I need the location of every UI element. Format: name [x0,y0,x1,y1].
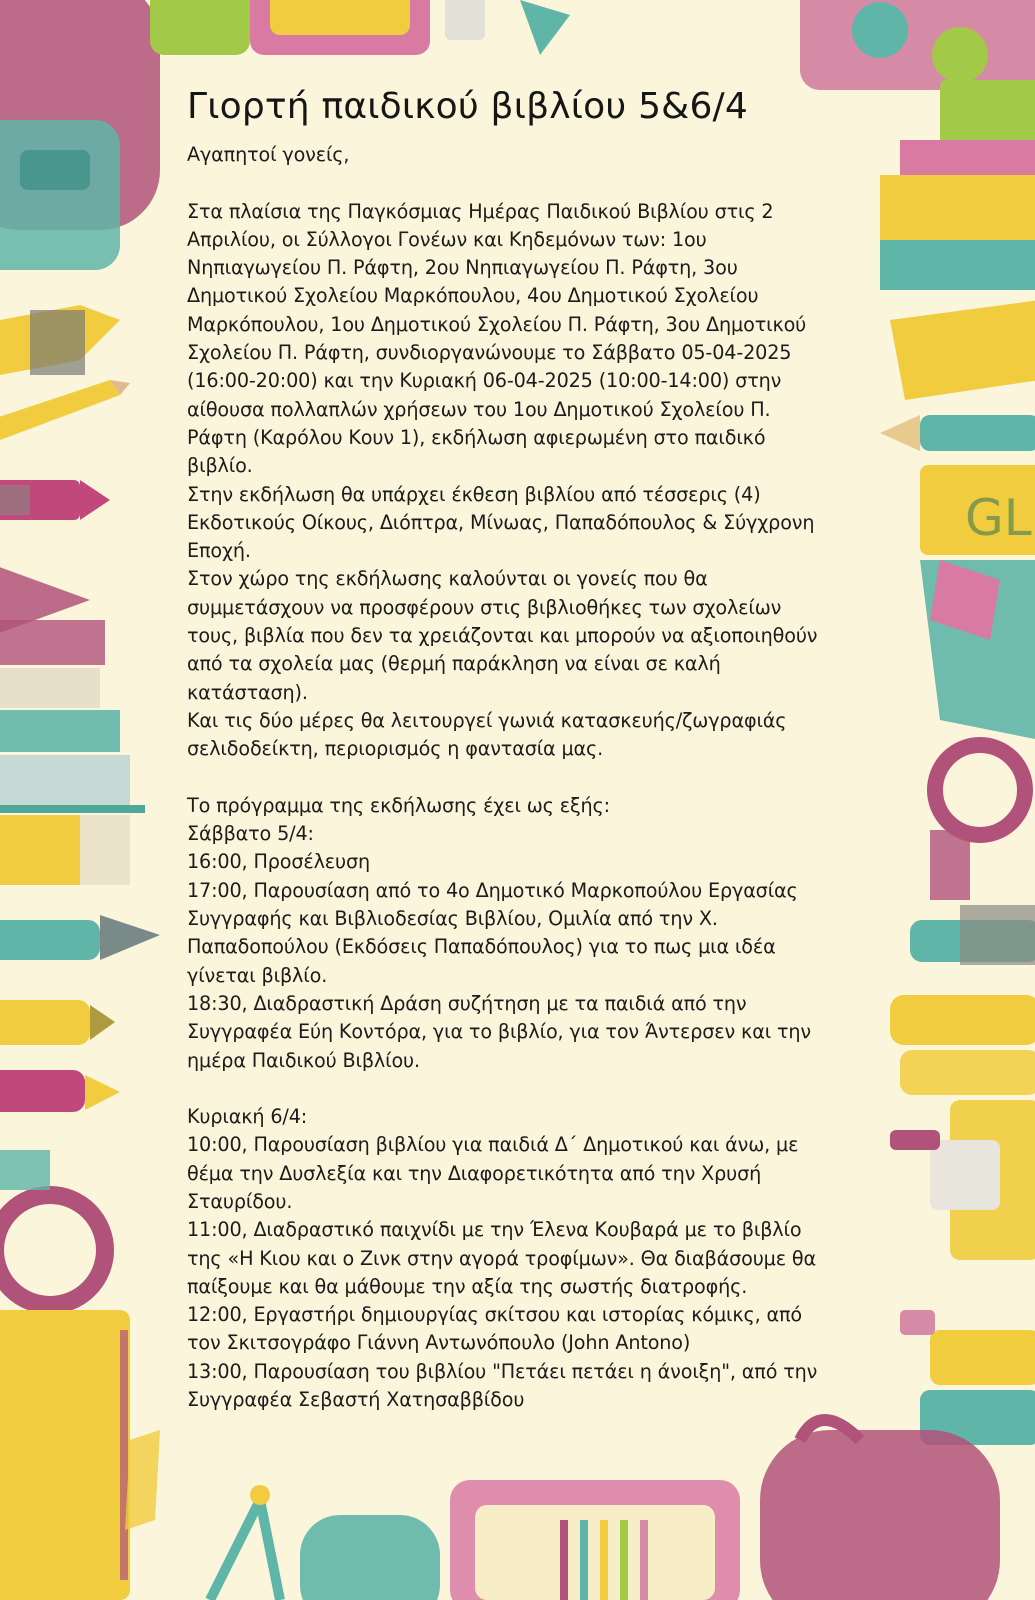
pencil-pot-illustration-right [920,560,1035,740]
pencil-case-illustration-top [250,0,430,55]
ruler-illustration-right [890,300,1035,400]
book-stack-illustration-right [880,80,1035,290]
backpack-illustration-bottom [760,1420,1000,1600]
scissors-illustration-right [930,745,1025,900]
glue-tube-illustration-right [920,465,1035,555]
pen-illustration-right [880,415,1035,451]
crayon-illustration-left [0,480,110,520]
compass-illustration-bottom [210,1485,280,1600]
eraser-illustration-top [150,0,250,55]
glue-label: GL [965,489,1032,547]
scissors-illustration-left [0,1150,105,1305]
notebook-illustration-left [0,1310,160,1600]
page-title: Γιορτή παιδικού βιβλίου 5&6/4 [187,86,748,127]
letter-body: Αγαπητοί γονείς, Στα πλαίσια της Παγκόσμιας Ημέρας Παιδικού Βιβλίου στις 2 Απριλίου, οι Σύλλογοι Γονέων και Κηδεμόνων των: 1ου Νηπιαγωγείου Π. Ράφτη, 2ου Νηπιαγωγείου Π. Ράφτη, 3ου Δημοτικού Σχολείου Μαρκόπουλου, 4ου Δημοτικού Σχολείου Μαρκόπουλου, 1ου Δημοτικού Σχολείου Π. Ράφτη, 3ου Δημοτικού Σχολείου Π. Ράφτη, συνδιοργανώνουμε το Σάββατο 05-04-2025 (16:00-20:00) και την Κυριακή 06-04-2025 (10:00-14:00) στην αίθουσα πολλαπλών χρήσεων του 1ου Δημοτικού Σχολείου Π. Ράφτη (Καρόλου Κουν 1), εκδήλωση αφιερωμένη στο παιδικό βιβλίο. Στην εκδήλωση θα υπάρχει έκθεση βιβλίου από τέσσερις (4) Εκδοτικούς Οίκους, Διόπτρα, Μίνωας, Παπαδόπουλος & Σύγχρονη Εποχή. Στον χώρο της εκδήλωσης καλούνται οι γονείς που θα συμμετάσχουν να προσφέρουν στις βιβλιοθήκες των σχολείων τους, βιβλία που δεν τα χρειάζονται και μπορούν να αξιοποιηθούν από τα σχολεία μας (θερμή παράκληση να είναι σε καλή κατάσταση). Και τις δύο μέρες θα λειτουργεί γωνιά κατασκευής/ζωγραφιάς σελιδοδείκτη, περιορισμός η φαντασία μας. Το πρόγραμμα της εκδήλωσης έχει ως εξής: Σάββατο 5/4: 16:00, Προσέλευση 17:00, Παρουσίαση από το 4ο Δημοτικό Μαρκοπούλου Εργασίας Συγγραφής και Βιβλιοδεσίας Βιβλίου, Ομιλία από την Χ. Παπαδοπούλου (Εκδόσεις Παπαδόπουλος) για το πως μια ιδέα γίνεται βιβλίο. 18:30, Διαδραστική Δράση συζήτηση με τα παιδιά από την Συγγραφέα Εύη Κοντόρα, για το βιβλίο, για τον Άντερσεν και την ημέρα Παιδικού Βιβλίου. Κυριακή 6/4: 10:00, Παρουσίαση βιβλίου για παιδιά Δ΄ Δημοτικού και άνω, με θέμα την Δυσλεξία και την Διαφορετικότητα από την Χρυσή Σταυρίδου. 11:00, Διαδραστικό παιχνίδι με την Έλενα Κουβαρά με το βιβλίο της «Η Κιου και ο Ζινκ στην αγορά τροφίμων». Θα διαβάσουμε θα παίξουμε και θα μάθουμε την αξία της σωστής διατροφής. 12:00, Εργαστήρι δημιουργίας σκίτσου και ιστορίας κόμικς, από τον Σκιτσογράφο Γιάννη Αντωνόπουλο (John Antono) 13:00, Παρουσίαση του βιβλίου "Πετάει πετάει η άνοιξη", από την Συγγραφέα Σεβαστή Χατησαββίδου [187,143,818,1412]
pencil-case-illustration-bottom [300,1480,740,1600]
watercolor-palette-illustration-top [800,0,1035,90]
pen-illustration-top [445,0,570,55]
fountain-pen-illustration-left [0,915,160,960]
backpack-illustration-left [0,0,160,270]
highlighters-illustration-right [900,1310,1035,1445]
markers-illustration-left [0,1000,120,1112]
letter-content [187,86,887,1414]
markers-illustration-right [890,905,1035,1095]
glue-bottle-illustration-right [890,1100,1035,1260]
highlighter-illustration-left [0,305,120,375]
pencil-illustration-left [0,380,130,440]
book-stack-illustration-left [0,560,145,885]
